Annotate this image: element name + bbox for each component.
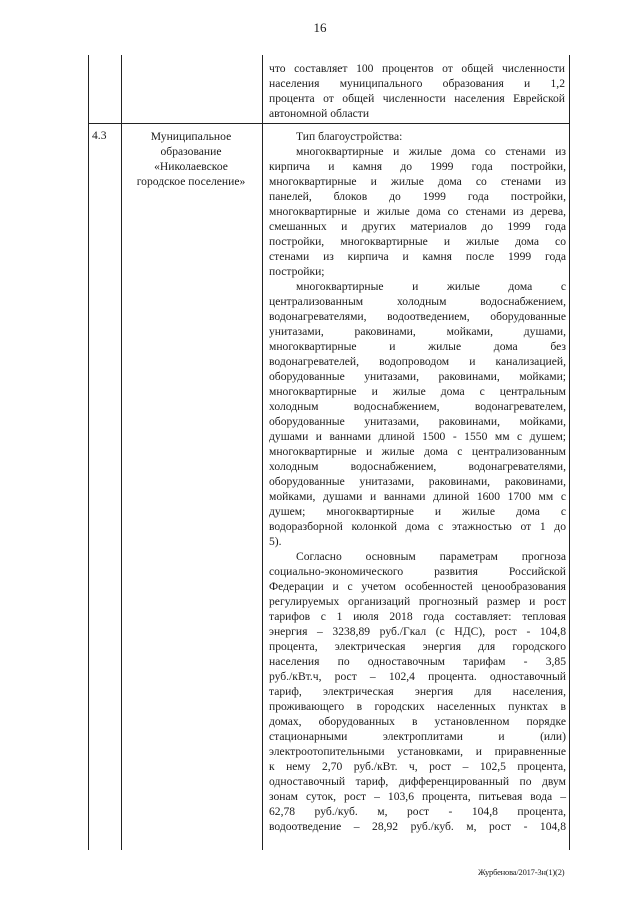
content-line: унитазами, раковинами, мойками, душами, [269,325,566,338]
content-line: к нему 2,70 руб./кВт. ч, рост – 102,5 процента, [269,760,566,773]
content-line: руб./кВт.ч, рост – 102,4 процента. одноставочный [269,670,566,683]
content-line: водоотведение – 28,92 руб./куб. м, рост - 104,8 [269,820,566,833]
content-line: душами и ваннами длиной 1500 - 1550 мм с душем; [269,430,566,443]
municipality-name-line: Муниципальное [150,130,232,143]
content-line: 5). [269,535,282,548]
table-border-left [88,55,89,850]
content-line: домах, оборудованных в установленном порядке [269,715,566,728]
content-line: населения по одноставочным тарифам - 3,85 [269,655,566,668]
content-line: многоквартирные и жилые дома со стенами из [296,145,566,158]
page-number: 16 [313,20,327,35]
content-line: оборудованные унитазами, раковинами, раковинами, [269,475,566,488]
content-line: зонам суток, рост – 103,6 процента, питьевая вода – [269,790,566,803]
content-line: одноставочный тариф, дифференцированный по двум [269,775,566,788]
content-line: процента, электрическая энергия для городского [269,640,566,653]
content-line: многоквартирные и жилые дома со стенами из [269,175,566,188]
content-line: проживающего в городских населенных пунктах в [269,700,566,713]
top-line-1: населения муниципального образования и 1,2 [269,77,565,90]
content-line: оборудованные унитазами, раковинами, мойками; [269,370,566,383]
content-line: регулируемых организаций прогнозный размер и рост [269,595,566,608]
content-line: централизованным холодным водоснабжением, [269,295,566,308]
municipality-name [126,129,256,189]
content-line: постройки; [269,265,325,278]
content-line: смешанных и других материалов до 1999 года [269,220,566,233]
content-line: оборудованные унитазами, раковинами, мойками, [269,415,566,428]
table-border-col2 [262,55,263,850]
table-border-col1 [121,55,122,850]
municipality-name-line: «Николаевское [154,160,228,174]
content-line: электроотопительными установками, и приравненные [269,745,566,758]
content-line: водонагревателей, водопроводом и канализацией, [269,355,566,368]
municipality-name-line: образование [160,145,222,159]
top-line-3: автономной области [269,107,370,120]
content-line: водонагревателями, водоотведением, оборудованные [269,310,566,323]
content-line: постройки, многоквартирные и жилые дома со [269,235,566,248]
top-line-2: процента от общей численности населения Еврейской [269,92,565,105]
content-line: тарифов с 1 июля 2018 года составляет: тепловая [269,610,566,623]
content-line: социально-экономического развития Российской [269,565,566,578]
content-line: стационарными электроплитами и (или) [269,730,566,743]
table-row-divider [88,123,570,124]
content-line: энергия – 3238,89 руб./Гкал (с НДС), рост - 104,8 [269,625,566,638]
table-border-right [569,55,570,850]
content-line: 62,78 руб./куб. м, рост - 104,8 процента, [269,805,566,818]
content-line: водоразборной колонкой дома с этажностью от 1 до [269,520,566,533]
content-line: многоквартирные и жилые дома с централизованным [269,445,566,458]
content-line: многоквартирные и жилые дома без [269,340,566,353]
content-line: панелей, блоков до 1999 года постройки, [269,190,566,203]
top-line-0: что составляет 100 процентов от общей численности [269,62,565,75]
content-line: Тип благоустройства: [296,130,403,143]
municipality-name-line: городское поселение» [136,175,246,189]
content-line: мойками, душами и ваннами длиной 1600 1700 мм с [269,490,566,503]
content-line: многоквартирные и жилые дома с центральным [269,385,566,398]
content-line: душем; многоквартирные и жилые дома с [269,505,566,518]
footer-reference: Журбенова/2017-3н(1)(2) [478,867,565,877]
content-line: Федерации и с учетом особенностей ценообразования [269,580,566,593]
row-number: 4.3 [92,129,107,142]
content-line: многоквартирные и жилые дома с [296,280,566,293]
content-line: холодным водоснабжением, водонагревателем, [269,400,566,413]
content-line: холодным водоснабжением, водонагревателями, [269,460,566,473]
content-line: многоквартирные и жилые дома со стенами из дерева, [269,205,566,218]
content-line: тариф, электрическая энергия для населения, [269,685,566,698]
content-line: кирпича и камня до 1999 года постройки, [269,160,566,173]
content-line: стенами из кирпича и камня после 1999 года [269,250,566,263]
content-line: Согласно основным параметрам прогноза [296,550,566,563]
